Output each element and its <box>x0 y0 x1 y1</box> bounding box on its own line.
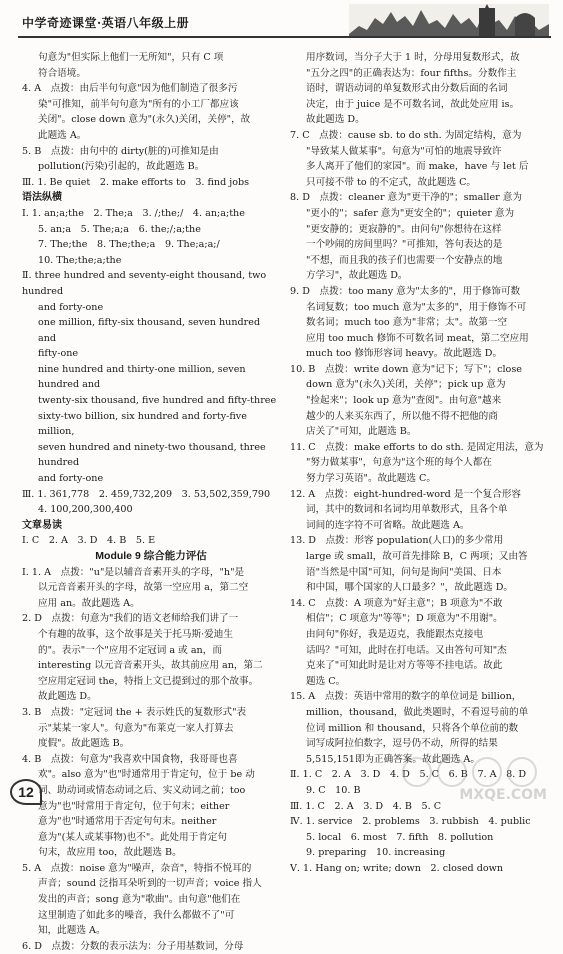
left-column-line: 知，此题选 A。 <box>38 925 106 937</box>
left-column-line: Ⅱ. three hundred and seventy-eight thousand, two hundred <box>22 270 267 297</box>
left-column-line: seven hundred and ninety-two thousand, three hundred <box>38 441 266 469</box>
right-column-line: 由问句"你好，我是迈克，我能跟杰克接电 <box>306 628 484 640</box>
left-column-line: 意为"(某人或某事物)也不"。此处用于肯定句 <box>38 831 227 843</box>
right-column-line: 语"当然是中国"可知，问句是询问"美国、日本 <box>306 566 502 578</box>
right-column-line: 题选 C。 <box>306 675 346 687</box>
header-city-illustration <box>349 4 549 36</box>
right-column-line: 数名词；much too 意为"非常；太"。故第一空 <box>306 317 508 329</box>
left-column-line: 这里制造了如此多的噪音，我什么都做不了"可 <box>38 909 235 921</box>
watermark-text: MXQE.COM <box>459 787 547 803</box>
page-number: 12 <box>10 779 42 805</box>
right-column-line: 13. D 点拨：形容 population(人口)的多少常用 <box>290 535 504 547</box>
right-column-line: "不想，而且我的孩子们也需要一个安静点的地 <box>306 254 503 266</box>
left-column-line: 句意为"但实际上他们一无所知"，只有 C 项 <box>38 52 224 63</box>
left-column-line: pollution(污染)引起的，故此题选 B。 <box>38 161 205 173</box>
left-column-line: 的"。表示"一个"应用不定冠词 a 或 an，而 <box>38 644 222 656</box>
right-column-line: "五分之四"的正确表达为：four fifths。分数作主 <box>306 67 517 79</box>
left-column-line: fifty-one <box>38 348 79 360</box>
right-column-line: "更小的"；safer 意为"更安全的"；quieter 意为 <box>306 207 515 219</box>
left-column-line: 词、助动词或情态动词之后、实义动词之前；too <box>38 784 246 796</box>
left-column-line: 文章易读 <box>22 519 62 531</box>
left-column-line: and forty-one <box>38 301 104 313</box>
left-column-line: 以元音音素开头的字母，故第一空应用 a，第二空 <box>38 582 249 594</box>
left-column-line: sixty-two billion, six hundred and forty-five million, <box>38 410 247 438</box>
right-column-line: 15. A 点拨：英语中常用的数字的单位词是 billion， <box>290 691 522 703</box>
right-column-line: 5. local 6. most 7. fifth 8. pollution <box>306 831 494 843</box>
left-column-line: 10. The;the;a;the <box>38 254 122 266</box>
left-column-line: 3. B 点拨："定冠词 the + 表示姓氏的复数形式"表 <box>22 706 247 718</box>
left-column-line: 5. an;a 5. The;a;a 6. the;/;a;the <box>38 223 201 235</box>
left-column-line: 故此题选 D。 <box>38 691 97 703</box>
right-column-line: 克来了"可知此时是让对方等等不挂电话。故此 <box>306 660 503 672</box>
right-column-line: 越少的人来买东西了，所以他不得不把他的商 <box>306 410 498 422</box>
right-column-line: 一个吵闹的房间里吗？"可推知，答句表达的是 <box>306 239 503 251</box>
right-column-line: 词间的连字符不可省略。故此题选 A。 <box>306 519 470 531</box>
right-column-line: 只可接不带 to 的不定式，故此题选 C。 <box>306 176 477 188</box>
left-column <box>22 50 280 954</box>
right-column-line: down 意为"(永久)关闭，关停"；pick up 意为 <box>306 379 506 391</box>
right-column-line: 决定，由于 juice 是不可数名词，故此处应用 is。 <box>306 98 520 110</box>
right-column-line: much too 修饰形容词 heavy。故此题选 D。 <box>306 348 503 360</box>
left-column-line: 染"可推知，前半句句意为"所有的小工厂都应该 <box>38 98 239 110</box>
left-column-line: 意为"也"时常用于肯定句，位于句末；either <box>38 800 230 812</box>
right-column-line: 12. A 点拨：eight-hundred-word 是一个复合形容 <box>290 488 522 500</box>
watermark <box>397 755 547 805</box>
left-column-line: Ⅲ. 1. Be quiet 2. make efforts to 3. find jobs <box>22 176 250 188</box>
right-column-line: Ⅲ. 1. C 2. A 3. D 4. B 5. C <box>290 800 442 812</box>
right-column-line: 方学习"，故此题选 D。 <box>306 270 408 282</box>
right-column-line: 应用 too much 修饰不可数名词 meat，第二空应用 <box>306 332 529 344</box>
right-column-line: Ⅴ. 1. Hang on; write; down 2. closed down <box>290 862 504 874</box>
right-column-line: "捡起来"；look up 意为"查阅"。由句意"越来 <box>306 395 502 407</box>
right-column-line: 5,515,151即为正确答案。故此题选 A。 <box>306 753 480 765</box>
left-column-line: 发出的声音；song 意为"歌曲"。由句意"他们在 <box>38 894 241 906</box>
left-column-line: 符合语境。 <box>38 67 86 79</box>
left-column-line: Ⅰ. 1. an;a;the 2. The;a 3. /;the;/ 4. an;a;the <box>22 207 245 219</box>
left-column-line: 声音；sound 泛指耳朵听到的一切声音；voice 指人 <box>38 878 262 890</box>
left-column-line: 4. B 点拨：句意为"我喜欢中国食物，我哥哥也喜 <box>22 753 238 765</box>
left-column-line: 个有趣的故事，这个故事是关于托马斯·爱迪生 <box>38 628 233 640</box>
left-column-line: 7. The;the 8. The;the;a 9. The;a;a;/ <box>38 239 220 251</box>
right-column-line: 词，其中的数词和名词均用单数形式，且各个单 <box>306 504 508 516</box>
left-column-line: 6. D 点拨：分数的表示法为：分子用基数词，分母 <box>22 940 244 952</box>
left-column-line: 应用 an。故此题选 A。 <box>38 597 140 609</box>
left-column-line: Ⅰ. 1. A 点拨："u"是以辅音音素开头的字母，"h"是 <box>22 566 245 578</box>
left-column-line: 句末，故应用 too，故此题选 B。 <box>38 847 182 859</box>
right-column-line: 14. C 点拨：A 项意为"好主意"；B 项意为"不敢 <box>290 597 503 609</box>
right-column-line: large 或 small，故可首先排除 B，C 两项；又由答 <box>306 551 528 562</box>
right-column <box>290 50 548 876</box>
left-column-line: 意为"也"时通常用于否定句句末。neither <box>38 816 217 828</box>
left-column-line: 关闭"。close down 意为"(永久)关闭，关停"，故 <box>38 114 251 126</box>
left-column-line: Ⅰ. C 2. A 3. D 4. B 5. E <box>22 535 156 547</box>
right-column-line: 话吗？"可知，此时在打电话。又由答句可知"杰 <box>306 644 507 656</box>
right-column-line: 用序数词，当分子大于 1 时，分母用复数形式，故 <box>306 52 520 63</box>
left-column-line: 2. D 点拨：句意为"我们的语文老师给我们讲了一 <box>22 613 239 625</box>
right-column-line: Ⅳ. 1. service 2. problems 3. rubbish 4. public <box>290 816 531 828</box>
left-column-line: 此题选 A。 <box>38 129 87 141</box>
header-title: 中学奇迹课堂·英语八年级上册 <box>22 16 190 30</box>
right-column-line: 11. C 点拨：make efforts to do sth. 是固定用法，意为 <box>290 441 544 453</box>
left-column-line: and forty-one <box>38 473 104 485</box>
right-column-line: 10. B 点拨：write down 意为"记下；写下"；close <box>290 363 522 375</box>
left-column-line: one million, fifty-six thousand, seven hundred and <box>38 317 261 344</box>
left-column-line: 空应用定冠词 the，特指上文已提到过的那个故事。 <box>38 675 259 687</box>
right-column-line: 8. D 点拨：cleaner 意为"更干净的"；smaller 意为 <box>290 192 522 204</box>
right-column-line: 店关了"可知，此题选 B。 <box>306 426 417 438</box>
left-column-line: 度假"。故此题选 B。 <box>38 738 130 750</box>
right-column-line: "更安静的；更寂静的"。由问句"你想待在这样 <box>306 223 502 235</box>
left-column-line: interesting 以元音音素开头，故其前应用 an，第二 <box>38 660 263 672</box>
header-rule <box>18 36 551 38</box>
right-column-line: 故此题选 D。 <box>306 114 365 126</box>
page-header <box>0 0 563 44</box>
right-column-line: 语时，谓语动词的单复数形式由分数后面的名词 <box>306 83 508 95</box>
left-column-line: 5. B 点拨：由句中的 dirty(脏的)可推知是由 <box>22 145 219 157</box>
right-column-line: 努力学习英语"。故此题选 C。 <box>306 473 436 485</box>
left-column-line: Ⅲ. 1. 361,778 2. 459,732,209 3. 53,502,359,790 <box>22 488 271 500</box>
left-column-line: 4. 100,200,300,400 <box>38 504 133 516</box>
watermark-seal-icon <box>397 755 547 789</box>
left-column-line: nine hundred and thirty-one million, seven hundred and <box>38 363 246 391</box>
right-column-line: 名词复数；too much 意为"太多的"，用于修饰不可 <box>306 301 527 313</box>
right-column-line: 词写成阿拉伯数字，逗号仍不动，所得的结果 <box>306 738 498 750</box>
right-column-line: 和中国，哪个国家的人口最多？"，故此题选 D。 <box>306 582 514 594</box>
right-column-line: million，thousand，做此类题时，不看逗号前的单 <box>306 706 529 718</box>
left-column-line: 示"某某一家人"。句意为"布莱克一家人打算去 <box>38 722 234 734</box>
right-column-line: 相信"；C 项意为"等等"；D 项意为"不用谢"。 <box>306 613 503 625</box>
left-column-line: 语法纵横 <box>22 192 62 204</box>
left-column-line: 5. A 点拨：noise 意为"噪声，杂音"，特指不悦耳的 <box>22 862 252 874</box>
left-column-line: Module 9 综合能力评估 <box>95 550 207 562</box>
left-column-line: twenty-six thousand, five hundred and fifty-three <box>38 395 277 407</box>
right-column-line: "努力做某事"，句意为"这个班的每个人都在 <box>306 457 492 469</box>
right-column-line: 9. C 10. B <box>306 784 361 796</box>
right-column-line: 7. C 点拨：cause sb. to do sth. 为固定结构，意为 <box>290 129 522 141</box>
right-column-line: 多人离开了他们的家园"。而 make，have 与 let 后 <box>306 161 529 173</box>
right-column-line: 9. preparing 10. increasing <box>306 847 446 859</box>
right-column-line: 9. D 点拨：too many 意为"太多的"，用于修饰可数 <box>290 285 521 297</box>
right-column-line: 位词 million 和 thousand，只将各个单位前的数 <box>306 722 519 734</box>
right-column-line: Ⅱ. 1. C 2. A 3. D 4. D 5. C 6. B 7. A 8. D <box>290 769 527 781</box>
left-column-line: 欢"。also 意为"也"时通常用于肯定句，位于 be 动 <box>38 769 255 781</box>
left-column-line: 4. A 点拨：由后半句句意"因为他们制造了很多污 <box>22 83 238 95</box>
right-column-line: "导致某人做某事"。句意为"可怕的地震导致许 <box>306 145 502 157</box>
